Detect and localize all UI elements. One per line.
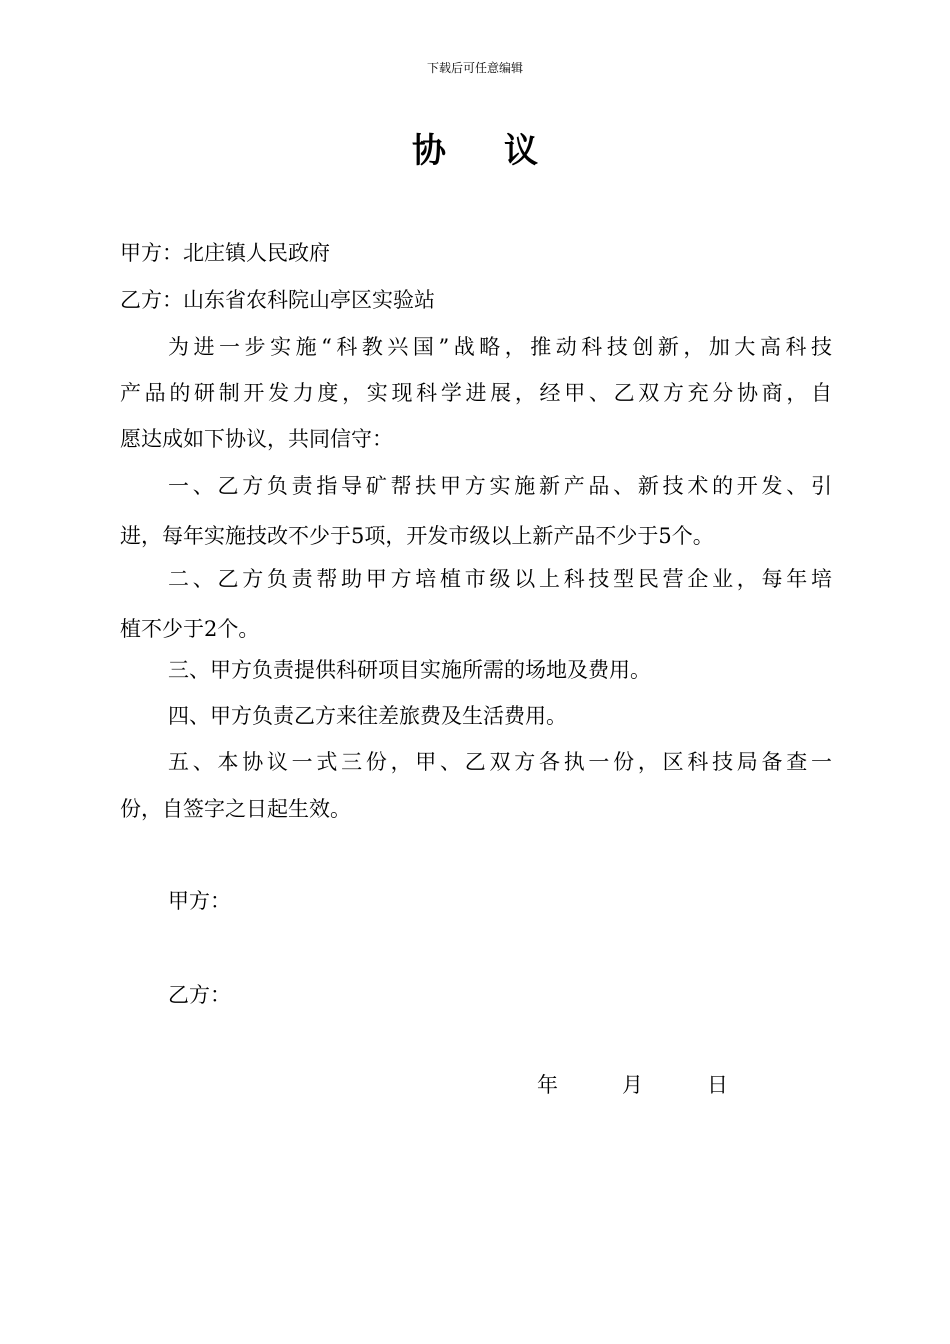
- header-note: 下载后可任意编辑: [426, 61, 523, 75]
- title-char-1: 协: [412, 131, 446, 171]
- date-day-label: 日: [707, 1073, 728, 1097]
- intro-line-2: 产品的研制开发力度，实现科学进展，经甲、乙双方充分协商，自: [120, 381, 832, 405]
- clause-3-line: 三、甲方负责提供科研项目实施所需的场地及费用。: [168, 658, 651, 682]
- title-char-2: 议: [504, 131, 538, 171]
- clause-2-line-2: 植不少于2个。: [120, 617, 260, 641]
- clause-1-line-2: 进，每年实施技改不少于5项，开发市级以上新产品不少于5个。: [120, 524, 714, 548]
- clause-5-line-1: 五、本协议一式三份，甲、乙双方各执一份，区科技局备查一: [168, 750, 832, 774]
- document-title: [0, 128, 950, 174]
- clause-1-line-1: 一、乙方负责指导矿帮扶甲方实施新产品、新技术的开发、引: [168, 474, 832, 498]
- date-month-label: 月: [622, 1073, 643, 1097]
- signature-party-b-label: 乙方：: [168, 983, 231, 1007]
- signature-party-a-label: 甲方：: [168, 889, 231, 913]
- clause-4-line: 四、甲方负责乙方来往差旅费及生活费用。: [168, 704, 567, 728]
- clause-2-line-1: 二、乙方负责帮助甲方培植市级以上科技型民营企业，每年培: [168, 567, 832, 591]
- party-b-line: 乙方：山东省农科院山亭区实验站: [120, 288, 435, 312]
- intro-line-1: 为进一步实施“科教兴国”战略，推动科技创新，加大高科技: [168, 335, 832, 359]
- date-row: [537, 1070, 728, 1100]
- date-year-label: 年: [537, 1073, 558, 1097]
- party-a-line: 甲方：北庄镇人民政府: [120, 241, 330, 265]
- clause-5-line-2: 份，自签字之日起生效。: [120, 797, 351, 821]
- intro-line-3: 愿达成如下协议，共同信守：: [120, 427, 393, 451]
